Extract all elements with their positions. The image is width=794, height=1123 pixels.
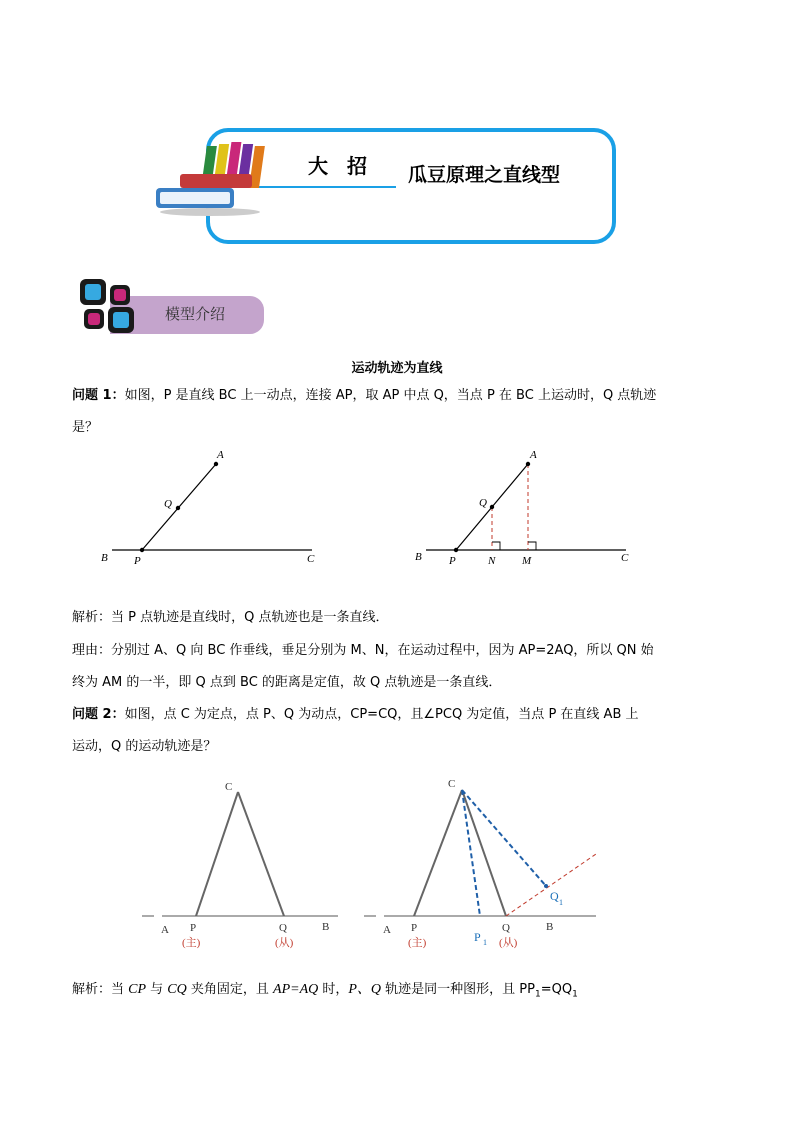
a2-when: 时， xyxy=(318,982,349,997)
a2-eq: AP=AQ xyxy=(273,982,319,997)
fig3-label-A: A xyxy=(161,924,169,936)
fig3-label-Q: Q xyxy=(279,922,287,934)
fig1-label-C: C xyxy=(307,553,315,565)
fig2-label-N: N xyxy=(488,555,496,567)
fig3-label-main: (主) xyxy=(182,937,201,949)
fig4-label-C: C xyxy=(448,778,456,790)
fig4-label-Q1-sub: 1 xyxy=(559,898,563,907)
a2-sub1: 1 xyxy=(535,989,541,1000)
fig2-label-Q: Q xyxy=(479,497,487,509)
fig2-label-M: M xyxy=(522,555,532,567)
fig4-label-Q1: Q xyxy=(550,889,559,903)
fig1-label-B: B xyxy=(101,552,108,564)
a1-line1: 解析：当 P 点轨迹是直线时，Q 点轨迹也是一条直线． xyxy=(72,610,389,625)
q1-line1 xyxy=(72,386,656,406)
grid-icon xyxy=(78,277,138,337)
a1-line3: 终为 AM 的一半，即 Q 点到 BC 的距离是定值，故 Q 点轨迹是一条直线． xyxy=(72,675,502,690)
q2-line1 xyxy=(72,705,639,725)
fig1-label-P: P xyxy=(134,555,141,567)
a2-tail: 轨迹是同一种图形，且 PP xyxy=(381,982,535,997)
fig4-label-Q: Q xyxy=(502,922,510,934)
q1-label: 问题 1： xyxy=(72,388,125,403)
figure-2 xyxy=(410,440,640,575)
fig3-label-follow: (从) xyxy=(275,937,294,949)
subtitle: 运动轨迹为直线 xyxy=(351,361,443,376)
banner-keyword: 大 招 xyxy=(308,154,373,178)
a2-pq: P、Q xyxy=(348,982,382,997)
fig4-label-P1: P xyxy=(474,930,481,944)
a1-line2: 理由：分别过 A、Q 向 BC 作垂线，垂足分别为 M、N，在运动过程中，因为 AP=2AQ，所以 QN 始 xyxy=(72,643,654,658)
q2-text: 如图，点 C 为定点，点 P、Q 为动点，CP=CQ，且∠PCQ 为定值，当点 P 在直线 AB 上 xyxy=(124,707,639,722)
a2-sub2: 1 xyxy=(572,989,578,1000)
fig4-label-P: P xyxy=(411,922,418,934)
figure-1 xyxy=(96,440,326,575)
a2-cp: CP xyxy=(128,982,147,997)
fig4-label-follow: (从) xyxy=(499,937,518,949)
q1-line2: 是？ xyxy=(72,420,99,435)
a2-cq: CQ xyxy=(167,982,187,997)
a2-line xyxy=(72,980,578,1005)
fig3-label-P: P xyxy=(190,922,197,934)
fig2-label-P: P xyxy=(449,555,456,567)
fig4-label-main: (主) xyxy=(408,937,427,949)
fig1-label-A: A xyxy=(217,449,224,461)
fig2-label-B: B xyxy=(415,551,422,563)
a2-eq2: =QQ xyxy=(540,982,573,997)
fig2-label-C: C xyxy=(621,552,629,564)
q2-label: 问题 2： xyxy=(72,707,125,722)
a2-mid: 夹角固定，且 xyxy=(186,982,274,997)
figure-4 xyxy=(360,770,610,960)
book-stack-icon xyxy=(150,138,280,218)
a2-with: 与 xyxy=(146,982,168,997)
fig1-label-Q: Q xyxy=(164,498,172,510)
q2-line2: 运动，Q 的运动轨迹是？ xyxy=(72,739,217,754)
fig3-label-B: B xyxy=(322,921,330,933)
section-label: 模型介绍 xyxy=(165,305,226,323)
fig3-label-C: C xyxy=(225,781,233,793)
page-title: 瓜豆原理之直线型 xyxy=(408,164,561,186)
fig2-label-A: A xyxy=(530,449,537,461)
fig4-label-B: B xyxy=(546,921,554,933)
a2-prefix: 解析：当 xyxy=(72,982,129,997)
fig4-label-P1-sub: 1 xyxy=(483,938,487,947)
figure-3 xyxy=(138,770,348,960)
fig4-label-A: A xyxy=(383,924,391,936)
q1-text: 如图，P 是直线 BC 上一动点，连接 AP，取 AP 中点 Q，当点 P 在 BC 上运动时，Q 点轨迹 xyxy=(124,388,657,403)
